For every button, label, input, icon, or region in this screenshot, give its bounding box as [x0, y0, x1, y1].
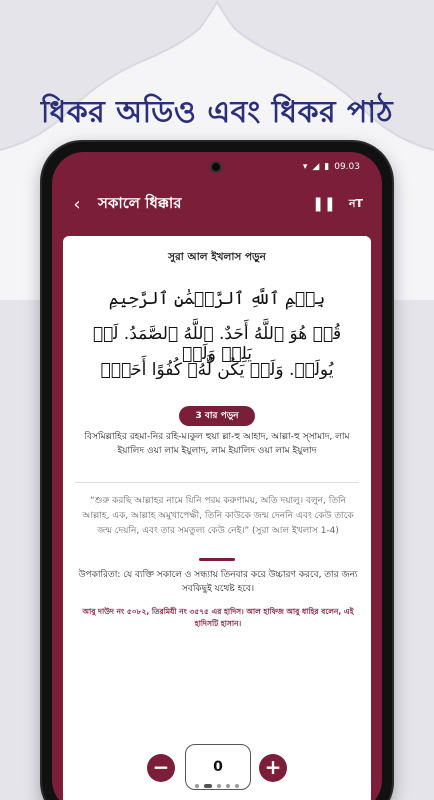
arabic-line-2: قُلۡ هُوَ ٱللَّهُ أَحَدٌ. ٱللَّهُ ٱلصَّمَدُ. لَمۡ يَلِدۡ وَلَمۡ: [92, 324, 342, 364]
decrement-button[interactable]: −: [147, 754, 175, 782]
phone-frame: [42, 142, 392, 800]
pause-icon[interactable]: ❚❚: [312, 196, 336, 212]
transliteration-text: বিসমিল্লাহির রহমা-নির রহি-ম।কুল হুয়া ল্লা-হু আহাদ, আল্লা-হু স্সামাদ, লাম ইয়ালিদ ওয়া লাম ইয়ুলাদ, লাম ইয়ালিদ ওয়া লাম ইয়ুলাদ: [84, 432, 350, 456]
divider: [75, 482, 359, 483]
status-bar: [52, 152, 382, 182]
hadith-reference: আবু দাউদ নং ৫০৮২, তিরমিযী নং ৩৫৭৫ এর হাদিস। আল হাফিজ আবু ধাহির বলেন, এই হাদিসটি হাসান।: [82, 607, 354, 628]
battery-icon: ▮: [324, 162, 330, 172]
wifi-icon: ▾: [302, 162, 308, 172]
page-dot-active[interactable]: [204, 784, 212, 788]
app-screen: [52, 152, 382, 800]
page-dot[interactable]: [235, 784, 239, 788]
repeat-count-badge: 3 বার পড়ুন: [179, 406, 255, 426]
signal-icon: ◢: [312, 162, 320, 172]
page-dot[interactable]: [226, 784, 230, 788]
promo-title: ধিকর অডিও এবং ধিকর পাঠ: [40, 95, 394, 130]
app-bar: [52, 182, 382, 226]
status-time: 09.03: [334, 162, 360, 172]
increment-button[interactable]: +: [259, 754, 287, 782]
status-icons: [303, 162, 360, 172]
back-arrow-icon[interactable]: ‹: [73, 193, 81, 215]
section-rule: [199, 558, 235, 561]
dhikr-card: [63, 236, 371, 800]
page-indicator: [0, 784, 434, 788]
section-title: সুরা আল ইখলাস পড়ুন: [168, 251, 266, 263]
page-dot[interactable]: [195, 784, 199, 788]
arabic-line-1: بِسۡمِ ٱللَّهِ ٱلرَّحۡمَٰنِ ٱلرَّحِيمِ: [108, 289, 326, 309]
page-title: সকালে ধিক্কার: [98, 193, 182, 212]
camera-icon: [210, 161, 222, 173]
meaning-text: “শুরু করছি আল্লাহর নামে যিনি পরম করুণাময়, অতি দয়ালু। বলুন, তিনি আল্লাহ, এক, আল্লাহ অমুখাপেক্ষী, তিনি কাউকে জন্ম দেননি এবং কেউ তাকে জন্ম দেয়নি, এবং তার সমতুল্য কেউ নেই।” (সুরা আল ইখলাস 1-4): [82, 496, 354, 536]
page-dot[interactable]: [217, 784, 221, 788]
font-size-icon[interactable]: নT: [348, 196, 364, 210]
benefit-text: উপকারিতা: যে ব্যক্তি সকালে ও সন্ধ্যায় তিনবার করে উচ্চারণ করবে, তার জন্য সবকিছুই যথেষ্ট হবে।: [78, 570, 358, 594]
arabic-line-3: يُولَدۡ. وَلَمۡ يَكُن لَّهُۥ كُفُوًا أَحَدٌۢ: [100, 360, 334, 380]
counter-value[interactable]: 0: [185, 744, 251, 790]
